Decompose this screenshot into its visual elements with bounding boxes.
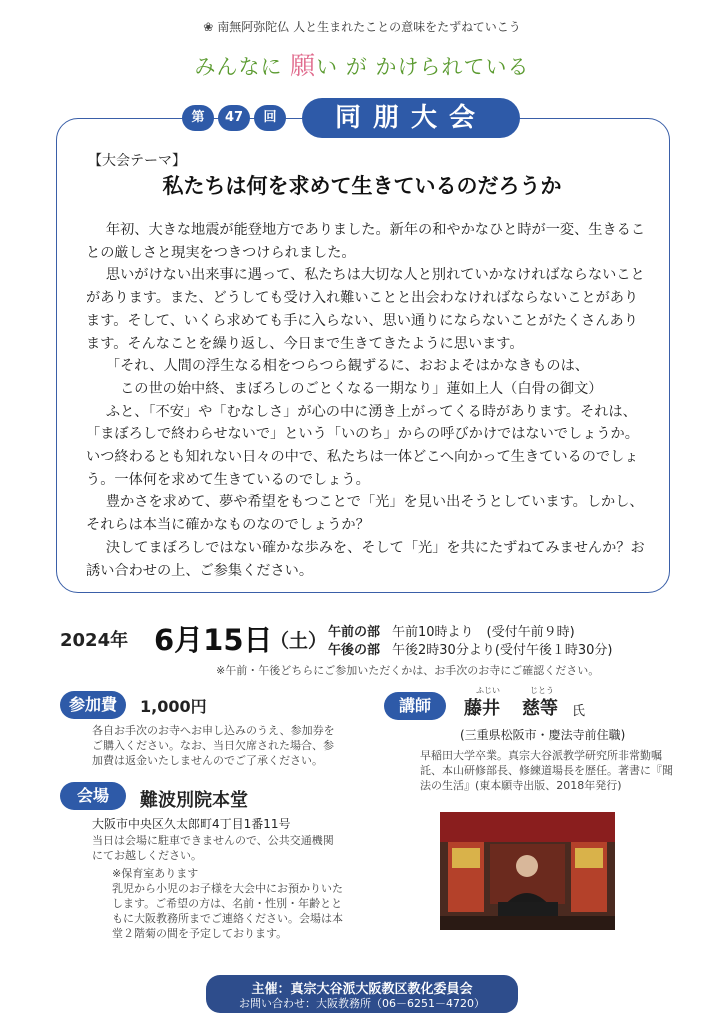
footer-contact: お問い合わせ：大阪教務所（06－6251－4720） — [239, 997, 485, 1010]
schedule-am: 午前の部 午前10時より (受付午前９時) — [328, 625, 575, 640]
body-paragraph-3: ふと、「不安」や「むなしさ」が心の中に湧き上がってくる時があります。それは、「まぼろしで終わらせないで」という「いのち」からの呼びかけではないでしょうか。いつ終わるとも知れない日々の中で、私たちは一体どこへ向かって生きているのでしょう。一体何を求めて生きているのでしょう。 — [86, 403, 639, 488]
fee-tag: 参加費 — [60, 691, 126, 719]
lecturer-tag: 講師 — [384, 692, 446, 720]
lecturer-suffix: 氏 — [572, 704, 586, 719]
fee-value: 1,000円 — [140, 697, 207, 716]
event-number: 47 — [218, 105, 250, 131]
theme-label: 【大会テーマ】 — [88, 153, 186, 169]
header-subtitle: みんなに 願い が かけられている — [194, 51, 530, 80]
venue-note: 当日は会場に駐車できませんので、公共交通機関にてお越しください。 — [92, 834, 334, 862]
lecturer-affiliation: (三重県松阪市・慶法寺前住職) — [460, 728, 626, 742]
body-paragraph-2: 思いがけない出来事に遇って、私たちは大切な人と別れていかなければならないことがあります。また、どうしても受け入れ難いことと出会わなければならないことがあります。そして、いくら求めても手に入らない、思い通りにならないことがたくさんあります。そんなことを繰り返し、今日まで生きてきたように思います。 — [86, 267, 645, 352]
date-month-day: 6月15日 — [154, 623, 273, 657]
date-weekday: （土） — [270, 630, 328, 652]
nursery-body: 乳児から小児のお子様を大会中にお預かりいたします。ご希望の方は、名前・性別・年齢とともに大阪教務所までご連絡ください。会場は本堂２階菊の間を予定しております。 — [112, 882, 343, 940]
date-year: 2024年 — [60, 630, 129, 651]
lecturer-ruby-given: じとう — [530, 686, 554, 695]
lecturer-name: 藤井 慈等 — [464, 698, 558, 719]
nursery-info — [112, 866, 352, 941]
body-paragraph-1: 年初、大きな地震が能登地方でありました。新年の和やかなひと時が一変、生きることの厳しさと現実をつきつけられました。 — [86, 222, 646, 261]
body-quote-2: この世の始中終、まぼろしのごとくなる一期なり」蓮如上人（白骨の御文） — [120, 380, 603, 397]
header-slogan: ❀ 南無阿弥陀仏 人と生まれたことの意味をたずねていこう — [203, 20, 521, 34]
venue-name: 難波別院本堂 — [140, 790, 248, 811]
event-dai: 第 — [182, 105, 214, 131]
lecturer-bio: 早稲田大学卒業。真宗大谷派教学研究所非常勤嘱託、本山研修部長、修練道場長を歴任。著書に『聞法の生活』(東本願寺出版、2018年発行) — [420, 749, 673, 792]
schedule-pm: 午後の部 午後2時30分より(受付午後１時30分) — [328, 643, 613, 658]
lotus-icon: ❀ — [203, 20, 214, 34]
body-quote-1: 「それ、人間の浮生なる相をつらつら観ずるに、おおよそはかなきものは、 — [105, 358, 589, 375]
event-title — [0, 98, 724, 138]
event-date — [60, 618, 680, 658]
footer-organizer: 主催：真宗大谷派大阪教区教化委員会 — [251, 982, 473, 997]
nursery-title: ※保育室あります — [112, 867, 199, 880]
footer-banner — [206, 975, 518, 1013]
venue-address: 大阪市中央区久太郎町4丁目1番11号 — [92, 817, 291, 831]
event-name: 同朋大会 — [302, 98, 520, 138]
lecturer-photo — [440, 812, 615, 930]
venue-tag: 会場 — [60, 782, 126, 810]
event-kai: 回 — [254, 105, 286, 131]
body-paragraph-4: 豊かさを求めて、夢や希望をもつことで「光」を見い出そうとしています。しかし、それらは本当に確かなものなのでしょうか？ — [86, 494, 644, 534]
fee-note: 各自お手次のお寺へお申し込みのうえ、参加券をご購入ください。なお、当日欠席された場合、参加費は返金いたしませんのでご了承ください。 — [92, 724, 335, 767]
theme-body — [86, 219, 652, 582]
body-paragraph-5: 決してまぼろしではない確かな歩みを、そして「光」を共にたずねてみませんか？お誘い合わせの上、ご参集ください。 — [86, 539, 645, 579]
date-note: ※午前・午後どちらにご参加いただくかは、お手次のお寺にご確認ください。 — [216, 664, 600, 677]
lecturer-ruby-surname: ふじい — [476, 686, 500, 695]
theme-title: 私たちは何を求めて生きているのだろうか — [162, 173, 562, 198]
